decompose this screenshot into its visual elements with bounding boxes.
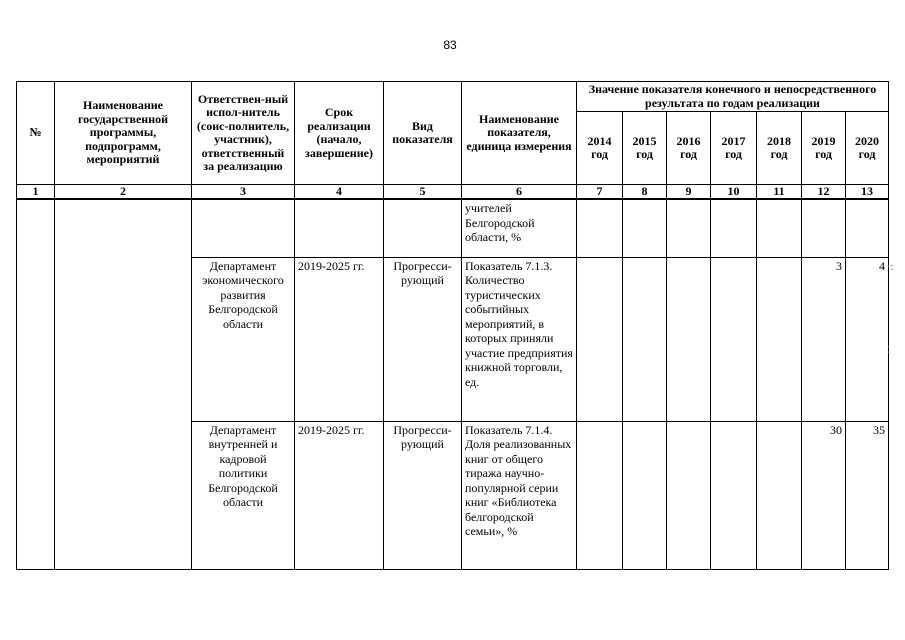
column-number: 9 (667, 185, 711, 200)
column-number: 12 (802, 185, 846, 200)
header-program-name: Наименование государственной программы, подпрограмм, мероприятий (55, 82, 192, 185)
value-2015-cell (623, 421, 667, 569)
header-indicator-name: Наименование показателя, единица измерения (462, 82, 577, 185)
value-2017-cell (711, 421, 757, 569)
indicator-name-cell: Показатель 7.1.3. Количество туристических событийных мероприятий, в которых приняли участие предприятия книжной торговли, ед. (462, 257, 577, 421)
value-2016-cell (667, 421, 711, 569)
value-2015-cell (623, 257, 667, 421)
header-year-2017: 2017 год (711, 112, 757, 185)
header-number: № (17, 82, 55, 185)
header-year-2015: 2015 год (623, 112, 667, 185)
column-number: 3 (192, 185, 295, 200)
indicator-name-cell: Показатель 7.1.4. Доля реализованных книг от общего тиража научно-популярной серии книг «Библиотека белгородской семьи», % (462, 421, 577, 569)
value-2016-cell (667, 257, 711, 421)
executor-cell: Департамент внутренней и кадровой политики Белгородской области (192, 421, 295, 569)
indicator-type-cell: Прогресси-рующий (384, 257, 462, 421)
value-2019-cell (802, 199, 846, 257)
value-2019-cell: 30 (802, 421, 846, 569)
executor-cell (192, 199, 295, 257)
number-cell (17, 199, 55, 569)
value-2014-cell (577, 257, 623, 421)
column-number: 5 (384, 185, 462, 200)
column-number: 11 (757, 185, 802, 200)
table-row (17, 199, 889, 257)
column-number: 1 (17, 185, 55, 200)
value-2020-cell: 35 (846, 421, 889, 569)
value-2020-cell (846, 199, 889, 257)
indicator-type-cell (384, 199, 462, 257)
scan-speck: ·: (887, 262, 894, 273)
header-year-2016: 2016 год (667, 112, 711, 185)
value-2014-cell (577, 199, 623, 257)
header-indicator-type: Вид показателя (384, 82, 462, 185)
header-year-2014: 2014 год (577, 112, 623, 185)
value-2018-cell (757, 257, 802, 421)
header-year-2019: 2019 год (802, 112, 846, 185)
header-year-2018: 2018 год (757, 112, 802, 185)
program-name-cell (55, 199, 192, 569)
scan-speck: ⁚ (887, 345, 891, 356)
column-number: 13 (846, 185, 889, 200)
value-2019-cell: 3 (802, 257, 846, 421)
header-period: Срок реализации (начало, завершение) (295, 82, 384, 185)
column-number: 6 (462, 185, 577, 200)
period-cell: 2019-2025 гг. (295, 421, 384, 569)
value-2017-cell (711, 199, 757, 257)
value-2018-cell (757, 199, 802, 257)
header-executor: Ответствен-ный испол-нитель (соис-полнитель, участник), ответственный за реализацию (192, 82, 295, 185)
page-number: 83 (443, 38, 457, 52)
period-cell (295, 199, 384, 257)
header-values-by-year: Значение показателя конечного и непосредственного результата по годам реализации (577, 82, 889, 112)
column-number: 8 (623, 185, 667, 200)
header-year-2020: 2020 год (846, 112, 889, 185)
executor-cell: Департамент экономического развития Белгородской области (192, 257, 295, 421)
value-2014-cell (577, 421, 623, 569)
value-2017-cell (711, 257, 757, 421)
period-cell: 2019-2025 гг. (295, 257, 384, 421)
indicators-table (16, 81, 889, 570)
column-number: 7 (577, 185, 623, 200)
value-2015-cell (623, 199, 667, 257)
indicator-name-cell: учителей Белгородской области, % (462, 199, 577, 257)
value-2016-cell (667, 199, 711, 257)
indicator-type-cell: Прогресси-рующий (384, 421, 462, 569)
value-2018-cell (757, 421, 802, 569)
value-2020-cell: 4 (846, 257, 889, 421)
column-number: 10 (711, 185, 757, 200)
column-number: 2 (55, 185, 192, 200)
column-number: 4 (295, 185, 384, 200)
